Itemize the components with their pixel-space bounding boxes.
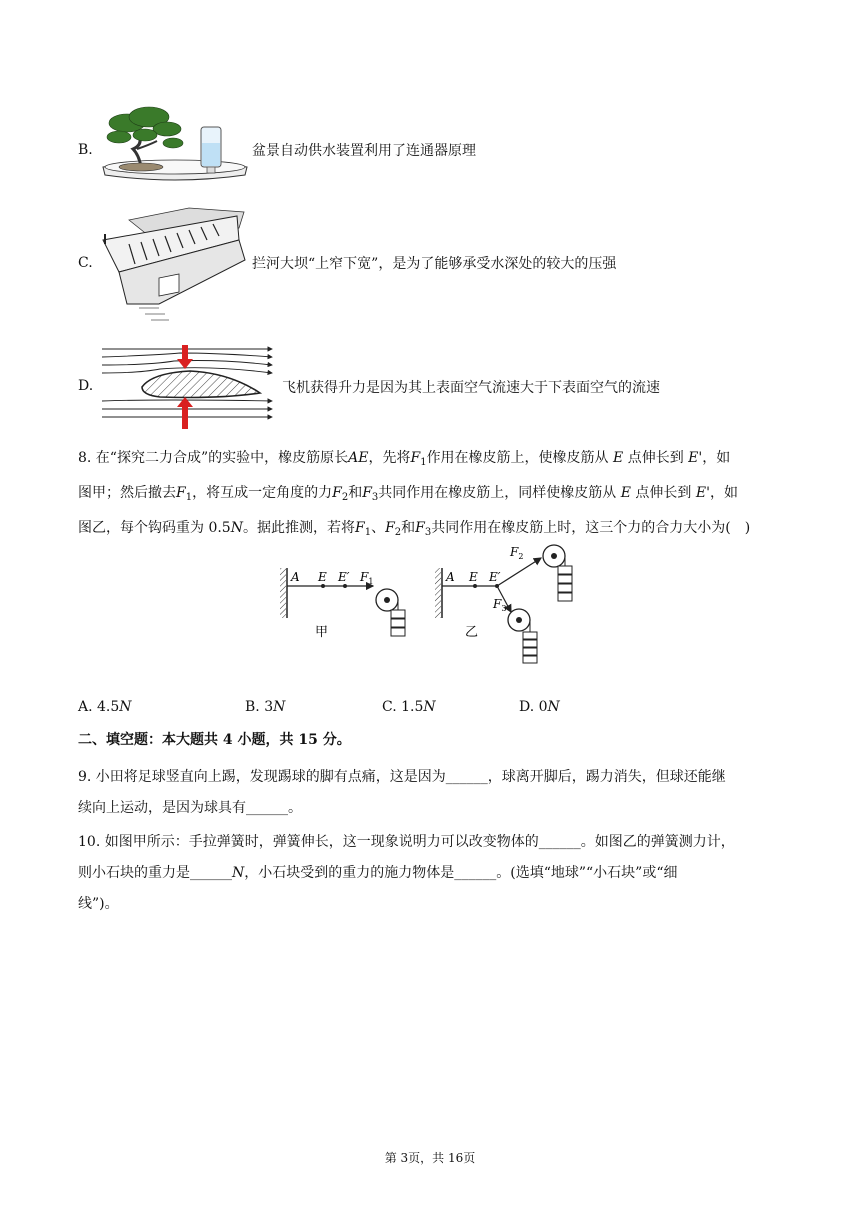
option-c-letter: C. bbox=[78, 255, 93, 271]
question-9-text: 9. 小田将足球竖直向上踢，发现踢球的脚有点痛，这是因为______，球离开脚后，踢力消失，但球还能继 续向上运动，是因为球具有______。 bbox=[78, 769, 726, 816]
label-f1-jia: $F_1$ bbox=[360, 570, 374, 586]
option-d-text: 飞机获得升力是因为其上表面空气流速大于下表面空气的流速 bbox=[282, 380, 660, 396]
label-e-jia: E bbox=[318, 570, 327, 584]
bonsai-figure bbox=[99, 105, 251, 187]
page-footer: 第 3页，共 16页 bbox=[384, 1151, 476, 1165]
airfoil-figure bbox=[100, 335, 280, 431]
label-ep-yi: E′ bbox=[489, 570, 501, 584]
choice-c: C. 1.5N bbox=[382, 699, 436, 715]
choice-a: A. 4.5N bbox=[78, 699, 132, 715]
label-f3-yi: $F_3$ bbox=[493, 597, 507, 613]
option-c-text: 拦河大坝“上窄下宽”，是为了能够承受水深处的较大的压强 bbox=[252, 256, 617, 272]
option-b-text: 盆景自动供水装置利用了连通器原理 bbox=[252, 143, 476, 159]
label-yi: 乙 bbox=[465, 625, 479, 640]
label-jia: 甲 bbox=[315, 625, 329, 640]
label-e-yi: E bbox=[469, 570, 478, 584]
label-ep-jia: E′ bbox=[338, 570, 350, 584]
label-f2-yi: $F_2$ bbox=[510, 545, 524, 561]
label-a-yi: A bbox=[446, 570, 455, 584]
dam-figure bbox=[99, 200, 247, 326]
option-d-letter: D. bbox=[78, 378, 94, 394]
force-experiment-figure bbox=[275, 540, 595, 665]
section-heading: 二、填空题：本大题共 4 小题，共 15 分。 bbox=[78, 732, 351, 748]
choice-d: D. 0N bbox=[519, 699, 560, 715]
question-8-text: 8. 在“探究二力合成”的实验中，橡皮筋原长AE，先将$F_1$作用在橡皮筋上，使橡皮筋从 E 点伸长到 E'，如 图甲；然后撤去$F_1$，将互成一定角度的力$F_2$和$F_3$共同作用在橡皮筋上，同样使橡皮筋从 E 点伸长到 E'，如 图乙，每个钩码重为 0.5N。据此推测，若将$F_1$、$F_2$和$F_3$共同作用在橡皮筋上时，这三个力的合力大小为( ) bbox=[78, 450, 751, 538]
label-a-jia: A bbox=[291, 570, 300, 584]
choice-b: B. 3N bbox=[245, 699, 286, 715]
option-b-letter: B. bbox=[78, 142, 93, 158]
question-10-text: 10. 如图甲所示：手拉弹簧时，弹簧伸长，这一现象说明力可以改变物体的______。如图乙的弹簧测力计， 则小石块的重力是______N，小石块受到的重力的施力物体是______。(选填“地球”“小石块”或“细 线”)。 bbox=[78, 834, 735, 912]
